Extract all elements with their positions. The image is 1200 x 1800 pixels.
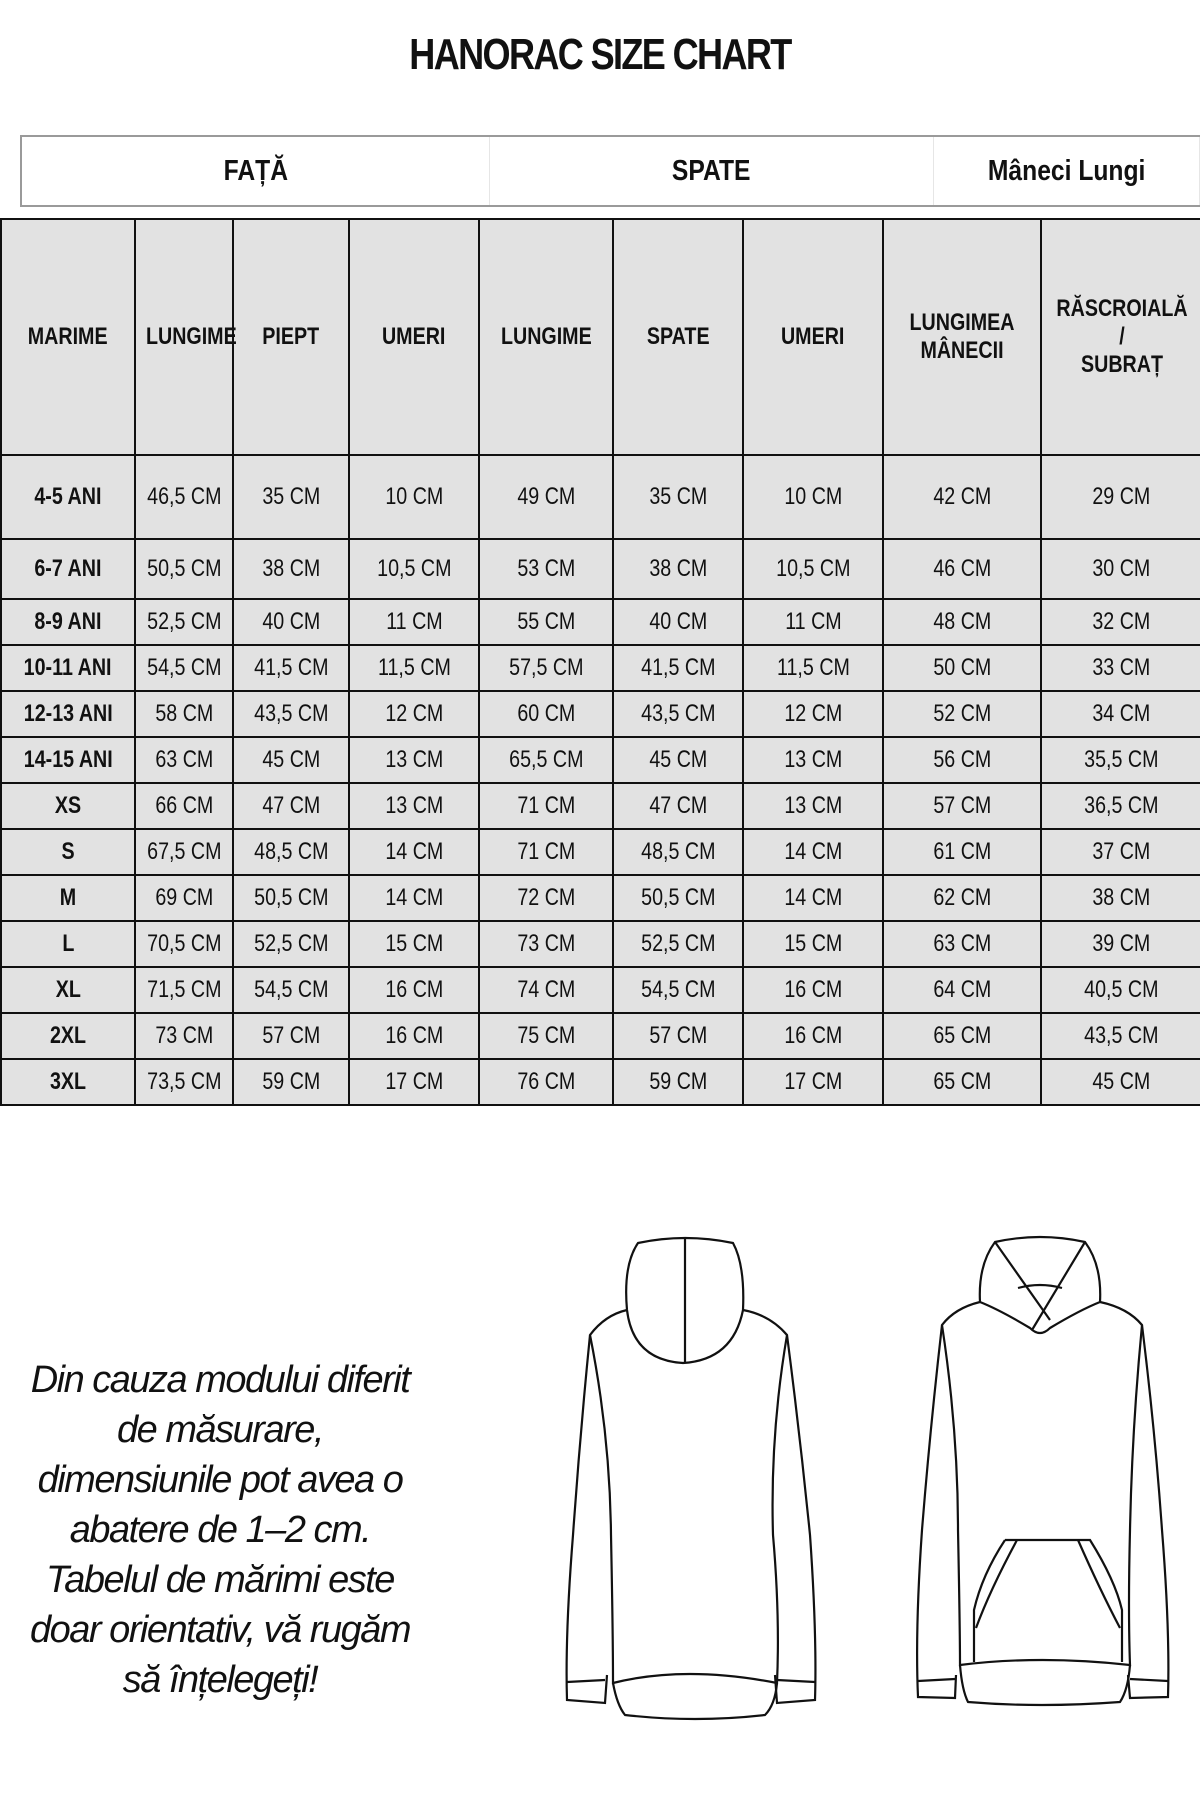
- measurement-cell: 17 CM: [743, 1059, 883, 1105]
- measurement-cell: 54,5 CM: [233, 967, 349, 1013]
- size-label-cell: L: [1, 921, 135, 967]
- measurement-cell: 59 CM: [613, 1059, 743, 1105]
- measurement-cell: 71,5 CM: [135, 967, 233, 1013]
- measurement-cell: 16 CM: [743, 1013, 883, 1059]
- size-label-cell: 10-11 ANI: [1, 645, 135, 691]
- measurement-cell: 43,5 CM: [233, 691, 349, 737]
- table-row: [1, 829, 1200, 875]
- measurement-cell: 45 CM: [233, 737, 349, 783]
- measurement-cell: 54,5 CM: [613, 967, 743, 1013]
- table-row: [1, 599, 1200, 645]
- measurement-cell: 52,5 CM: [613, 921, 743, 967]
- measurement-cell: 35 CM: [233, 455, 349, 539]
- measurement-cell: 15 CM: [349, 921, 479, 967]
- measurement-cell: 65 CM: [883, 1059, 1041, 1105]
- table-row: [1, 1013, 1200, 1059]
- measurement-cell: 65 CM: [883, 1013, 1041, 1059]
- measurement-cell: 55 CM: [479, 599, 613, 645]
- measurement-cell: 43,5 CM: [613, 691, 743, 737]
- measurement-cell: 35 CM: [613, 455, 743, 539]
- measurement-cell: 39 CM: [1041, 921, 1200, 967]
- measurement-cell: 71 CM: [479, 783, 613, 829]
- measurement-cell: 14 CM: [349, 875, 479, 921]
- measurement-cell: 70,5 CM: [135, 921, 233, 967]
- size-label-cell: 3XL: [1, 1059, 135, 1105]
- hoodie-front-icon: [890, 1230, 1190, 1750]
- measurement-cell: 33 CM: [1041, 645, 1200, 691]
- table-header-row: [1, 219, 1200, 455]
- measurement-cell: 64 CM: [883, 967, 1041, 1013]
- column-header: LUNGIME: [135, 219, 233, 455]
- measurement-cell: 10,5 CM: [743, 539, 883, 599]
- measurement-cell: 75 CM: [479, 1013, 613, 1059]
- size-label-cell: 8-9 ANI: [1, 599, 135, 645]
- measurement-cell: 13 CM: [743, 783, 883, 829]
- table-row: [1, 645, 1200, 691]
- measurement-cell: 16 CM: [349, 967, 479, 1013]
- table-row: [1, 967, 1200, 1013]
- measurement-cell: 59 CM: [233, 1059, 349, 1105]
- measurement-cell: 38 CM: [233, 539, 349, 599]
- size-label-cell: XS: [1, 783, 135, 829]
- table-row: [1, 691, 1200, 737]
- group-long-sleeves: Mâneci Lungi: [934, 137, 1200, 205]
- measurement-cell: 34 CM: [1041, 691, 1200, 737]
- measurement-cell: 13 CM: [743, 737, 883, 783]
- measurement-cell: 63 CM: [883, 921, 1041, 967]
- measurement-cell: 36,5 CM: [1041, 783, 1200, 829]
- measurement-cell: 15 CM: [743, 921, 883, 967]
- section-group-header: [20, 135, 1200, 207]
- measurement-cell: 40 CM: [613, 599, 743, 645]
- measurement-cell: 69 CM: [135, 875, 233, 921]
- table-row: [1, 1059, 1200, 1105]
- measurement-cell: 63 CM: [135, 737, 233, 783]
- measurement-cell: 60 CM: [479, 691, 613, 737]
- measurement-cell: 73,5 CM: [135, 1059, 233, 1105]
- measurement-cell: 56 CM: [883, 737, 1041, 783]
- column-header: LUNGIME: [479, 219, 613, 455]
- measurement-cell: 43,5 CM: [1041, 1013, 1200, 1059]
- measurement-cell: 67,5 CM: [135, 829, 233, 875]
- group-back: SPATE: [490, 137, 934, 205]
- measurement-cell: 57 CM: [883, 783, 1041, 829]
- measurement-cell: 50 CM: [883, 645, 1041, 691]
- measurement-cell: 49 CM: [479, 455, 613, 539]
- measurement-cell: 53 CM: [479, 539, 613, 599]
- measurement-cell: 65,5 CM: [479, 737, 613, 783]
- measurement-cell: 57,5 CM: [479, 645, 613, 691]
- measurement-cell: 10 CM: [349, 455, 479, 539]
- measurement-cell: 52,5 CM: [135, 599, 233, 645]
- measurement-cell: 47 CM: [233, 783, 349, 829]
- table-row: [1, 875, 1200, 921]
- measurement-cell: 17 CM: [349, 1059, 479, 1105]
- table-row: [1, 783, 1200, 829]
- disclaimer-note: Din cauza modului diferit de măsurare, dimensiunile pot avea o abatere de 1–2 cm. Tabelul de mărimi este doar orientativ, vă rugăm să înțelegeți!: [30, 1359, 410, 1701]
- measurement-cell: 66 CM: [135, 783, 233, 829]
- column-header: SPATE: [613, 219, 743, 455]
- measurement-cell: 10 CM: [743, 455, 883, 539]
- measurement-cell: 61 CM: [883, 829, 1041, 875]
- size-label-cell: 12-13 ANI: [1, 691, 135, 737]
- hoodie-back-icon: [555, 1235, 855, 1755]
- measurement-cell: 16 CM: [349, 1013, 479, 1059]
- measurement-cell: 62 CM: [883, 875, 1041, 921]
- measurement-cell: 71 CM: [479, 829, 613, 875]
- measurement-cell: 38 CM: [613, 539, 743, 599]
- measurement-cell: 45 CM: [1041, 1059, 1200, 1105]
- measurement-cell: 12 CM: [743, 691, 883, 737]
- measurement-cell: 47 CM: [613, 783, 743, 829]
- measurement-cell: 30 CM: [1041, 539, 1200, 599]
- measurement-cell: 11 CM: [349, 599, 479, 645]
- measurement-cell: 73 CM: [135, 1013, 233, 1059]
- size-label-cell: 2XL: [1, 1013, 135, 1059]
- page-title: HANORAC SIZE CHART: [409, 30, 791, 79]
- measurement-cell: 45 CM: [613, 737, 743, 783]
- measurement-cell: 37 CM: [1041, 829, 1200, 875]
- measurement-cell: 16 CM: [743, 967, 883, 1013]
- measurement-cell: 46,5 CM: [135, 455, 233, 539]
- measurement-cell: 40 CM: [233, 599, 349, 645]
- size-label-cell: 6-7 ANI: [1, 539, 135, 599]
- measurement-cell: 52 CM: [883, 691, 1041, 737]
- size-label-cell: M: [1, 875, 135, 921]
- measurement-cell: 29 CM: [1041, 455, 1200, 539]
- measurement-cell: 42 CM: [883, 455, 1041, 539]
- measurement-cell: 11,5 CM: [743, 645, 883, 691]
- column-header: MARIME: [1, 219, 135, 455]
- measurement-cell: 57 CM: [233, 1013, 349, 1059]
- measurement-cell: 11,5 CM: [349, 645, 479, 691]
- measurement-cell: 41,5 CM: [233, 645, 349, 691]
- measurement-cell: 10,5 CM: [349, 539, 479, 599]
- measurement-cell: 72 CM: [479, 875, 613, 921]
- measurement-cell: 50,5 CM: [135, 539, 233, 599]
- measurement-cell: 50,5 CM: [233, 875, 349, 921]
- size-label-cell: XL: [1, 967, 135, 1013]
- measurement-cell: 58 CM: [135, 691, 233, 737]
- measurement-cell: 13 CM: [349, 737, 479, 783]
- measurement-cell: 50,5 CM: [613, 875, 743, 921]
- measurement-cell: 48 CM: [883, 599, 1041, 645]
- measurement-cell: 41,5 CM: [613, 645, 743, 691]
- column-header: RĂSCROIALĂ / SUBRAȚ: [1041, 219, 1200, 455]
- measurement-cell: 14 CM: [349, 829, 479, 875]
- measurement-cell: 74 CM: [479, 967, 613, 1013]
- column-header: LUNGIMEA MÂNECII: [883, 219, 1041, 455]
- size-label-cell: 4-5 ANI: [1, 455, 135, 539]
- measurement-cell: 11 CM: [743, 599, 883, 645]
- measurement-cell: 13 CM: [349, 783, 479, 829]
- table-row: [1, 455, 1200, 539]
- table-row: [1, 539, 1200, 599]
- measurement-cell: 32 CM: [1041, 599, 1200, 645]
- size-label-cell: S: [1, 829, 135, 875]
- column-header: UMERI: [349, 219, 479, 455]
- size-table: [0, 218, 1200, 1106]
- measurement-cell: 48,5 CM: [613, 829, 743, 875]
- measurement-cell: 52,5 CM: [233, 921, 349, 967]
- measurement-cell: 57 CM: [613, 1013, 743, 1059]
- measurement-cell: 38 CM: [1041, 875, 1200, 921]
- column-header: UMERI: [743, 219, 883, 455]
- measurement-cell: 14 CM: [743, 829, 883, 875]
- measurement-cell: 35,5 CM: [1041, 737, 1200, 783]
- measurement-cell: 48,5 CM: [233, 829, 349, 875]
- column-header: PIEPT: [233, 219, 349, 455]
- group-front: FAȚĂ: [22, 137, 490, 205]
- measurement-cell: 46 CM: [883, 539, 1041, 599]
- table-row: [1, 737, 1200, 783]
- measurement-cell: 54,5 CM: [135, 645, 233, 691]
- table-row: [1, 921, 1200, 967]
- size-label-cell: 14-15 ANI: [1, 737, 135, 783]
- measurement-cell: 12 CM: [349, 691, 479, 737]
- measurement-cell: 76 CM: [479, 1059, 613, 1105]
- measurement-cell: 14 CM: [743, 875, 883, 921]
- measurement-cell: 40,5 CM: [1041, 967, 1200, 1013]
- measurement-cell: 73 CM: [479, 921, 613, 967]
